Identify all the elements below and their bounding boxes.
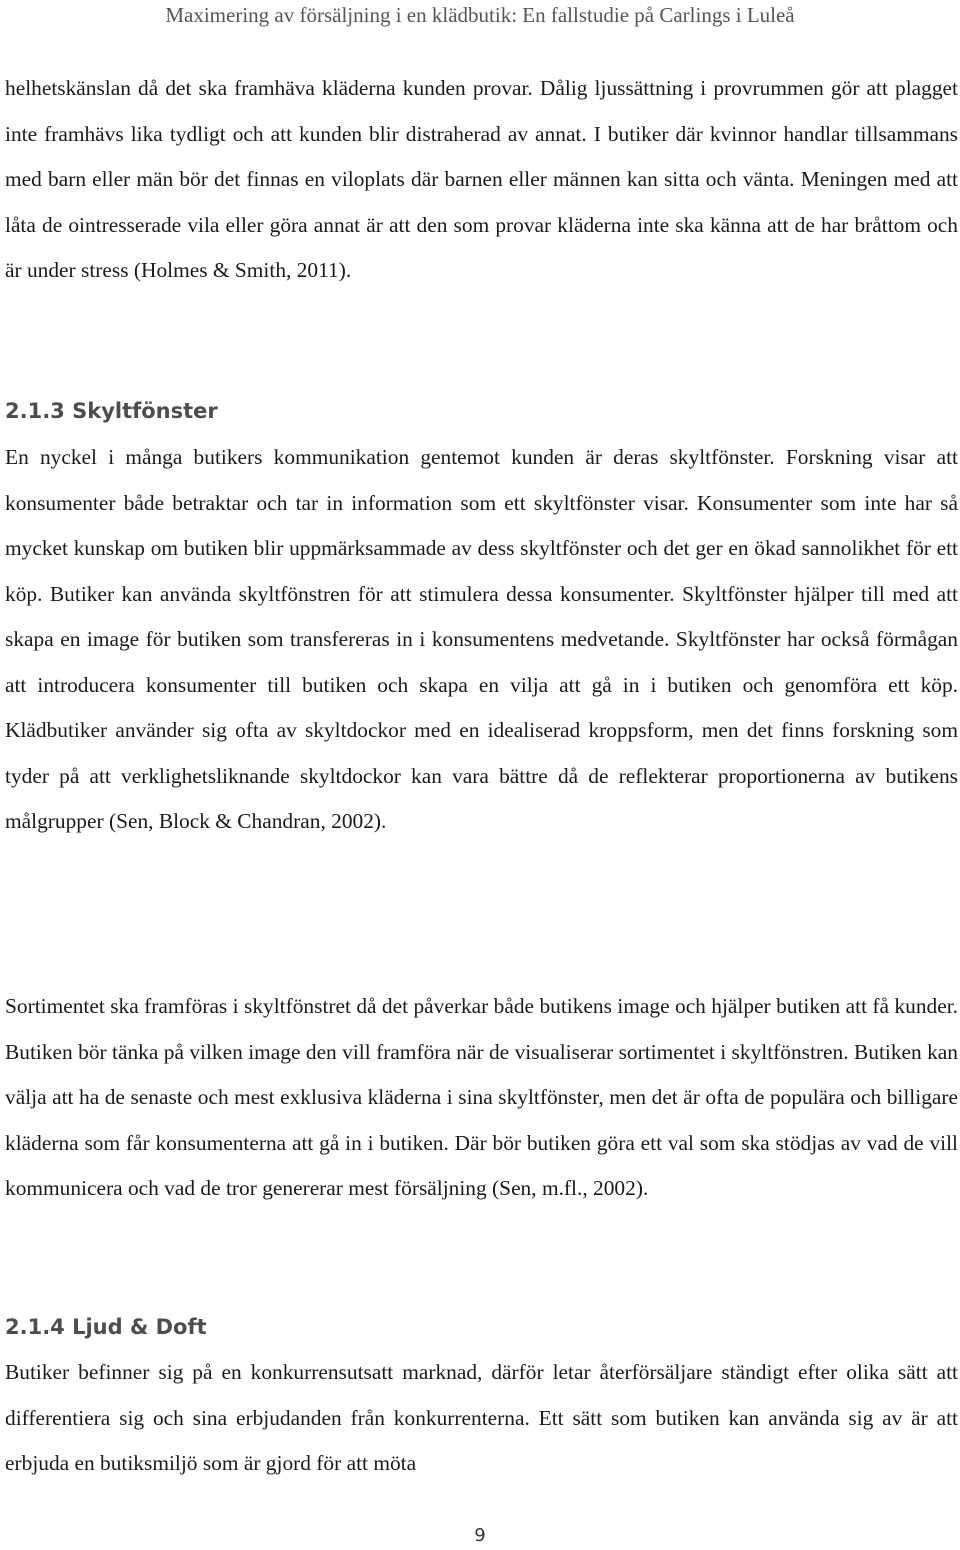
paragraph-assortment — [5, 984, 958, 1212]
paragraph-text: Sortimentet ska framföras i skyltfönstret då det påverkar både butikens image och hjälper butiken att få kunder. Butiken bör tänka på vilken image den vill framföra när de visualiserar sortimentet i skyltfönstren. Butiken kan välja att ha de senaste och mest exklusiva kläderna i sina skyltfönster, men det är ofta de populära och billigare kläderna som får konsumenterna att gå in i butiken. Där bör butiken göra ett val som ska stödjas av vad de vill kommunicera och vad de tror genererar mest försäljning (Sen, m.fl., 2002). — [5, 994, 958, 1200]
paragraph-text: helhetskänslan då det ska framhäva kläderna kunden provar. Dålig ljussättning i provrummen gör att plagget inte framhävs lika tydligt och att kunden blir distraherad av annat. I butiker där kvinnor handlar tillsammans med barn eller män bör det finnas en viloplats där barnen eller männen kan sitta och vänta. Meningen med att låta de ointresserade vila eller göra annat är att den som provar kläderna inte ska känna att de har bråttom och är under stress (Holmes & Smith, 2011). — [5, 76, 958, 282]
section-heading-skyltfonster: 2.1.3 Skyltfönster — [5, 399, 218, 423]
paragraph-text: Butiker befinner sig på en konkurrensutsatt marknad, därför letar återförsäljare ständigt efter olika sätt att differentiera sig och sina erbjudanden från konkurrenterna. Ett sätt som butiken kan använda sig av är att erbjuda en butiksmiljö som är gjord för att möta — [5, 1360, 958, 1475]
paragraph-shop-windows — [5, 435, 958, 845]
running-header: Maximering av försäljning i en klädbutik: En fallstudie på Carlings i Luleå — [165, 3, 795, 27]
paragraph-text: En nyckel i många butikers kommunikation gentemot kunden är deras skyltfönster. Forskning visar att konsumenter både betraktar och tar in information som ett skyltfönster visar. Konsumenter som inte har så mycket kunskap om butiken blir uppmärksammade av dess skyltfönster och det ger en ökad sannolikhet för ett köp. Butiker kan använda skyltfönstren för att stimulera dessa konsumenter. Skyltfönster hjälper till med att skapa en image för butiken som transfereras in i konsumentens medvetande. Skyltfönster har också förmågan att introducera konsumenter till butiken och skapa en vilja att gå in i butiken och genomföra ett köp. Klädbutiker använder sig ofta av skyltdockor med en idealiserad kroppsform, men det finns forskning som tyder på att verklighetsliknande skyltdockor kan vara bättre då de reflekterar proportionerna av butikens målgrupper (Sen, Block & Chandran, 2002). — [5, 445, 958, 833]
section-heading-ljud-doft: 2.1.4 Ljud & Doft — [5, 1315, 207, 1339]
paragraph-sound-and-scent — [5, 1350, 958, 1487]
paragraph-lighting-and-resting — [5, 66, 958, 294]
page-number: 9 — [474, 1525, 486, 1546]
